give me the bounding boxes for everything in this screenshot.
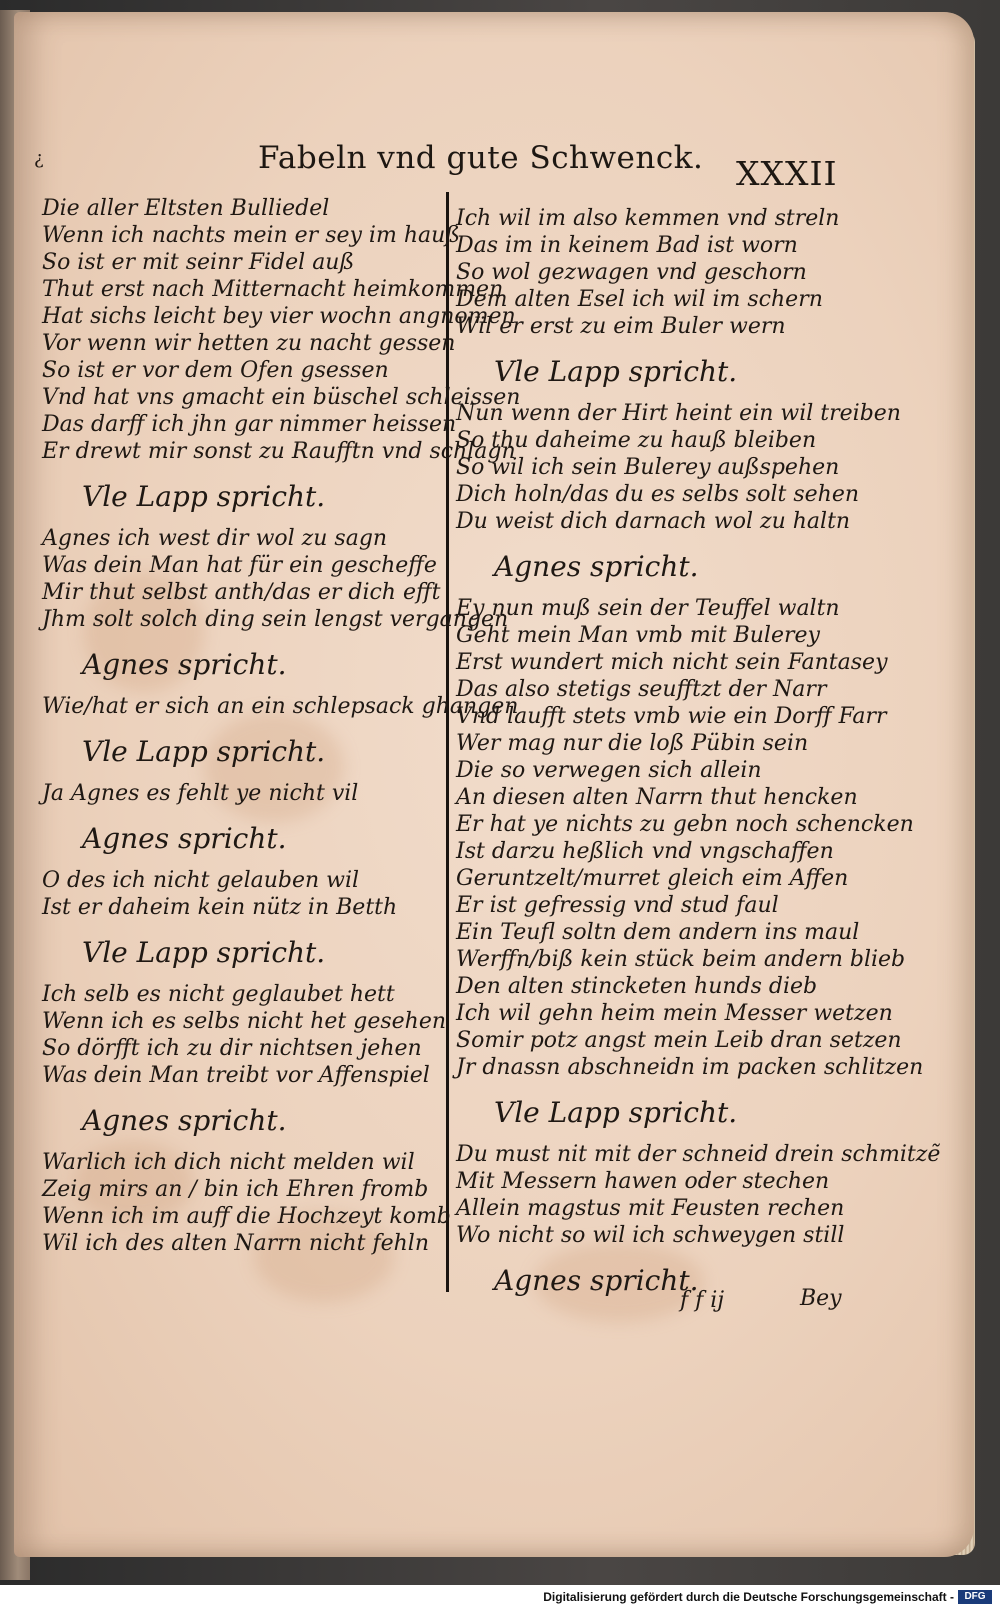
verse-line: Vnd hat vns gmacht ein büschel schleissen (42, 385, 521, 410)
verse-line: Ein Teufl soltn dem andern ins maul (456, 920, 860, 945)
catchword: Bey (800, 1286, 842, 1311)
verse-line: Somir potz angst mein Leib dran setzen (456, 1028, 902, 1053)
verse-line: Jr dnassn abschneidn im packen schlitzen (456, 1055, 924, 1080)
verse-line: Mir thut selbst anth/das er dich efft (42, 580, 441, 605)
verse-line: Erst wundert mich nicht sein Fantasey (456, 650, 888, 675)
verse-line: Ich wil gehn heim mein Messer wetzen (456, 1001, 893, 1026)
verse-line: Ey nun muß sein der Teuffel waltn (456, 596, 840, 621)
verse-line: Hat sichs leicht bey vier wochn angnomen (42, 304, 516, 329)
speaker-heading: Vle Lapp spricht. (494, 1096, 738, 1129)
verse-line: Du weist dich darnach wol zu haltn (456, 509, 851, 534)
verse-line: Vor wenn wir hetten zu nacht gessen (42, 331, 456, 356)
speaker-heading: Agnes spricht. (82, 822, 287, 855)
verse-line: Das im in keinem Bad ist worn (456, 233, 798, 258)
verse-line: Allein magstus mit Feusten rechen (456, 1196, 845, 1221)
verse-line: Du must nit mit der schneid drein schmitzẽ (456, 1142, 941, 1167)
verse-line: Wil er erst zu eim Buler wern (456, 314, 786, 339)
speaker-heading: Vle Lapp spricht. (82, 480, 326, 513)
verse-line: Wenn ich es selbs nicht het gesehen (42, 1009, 447, 1034)
verse-line: So dörfft ich zu dir nichtsen jehen (42, 1036, 422, 1061)
verse-line: Wenn ich nachts mein er sey im hauß (42, 223, 460, 248)
verse-line: Mit Messern hawen oder stechen (456, 1169, 830, 1194)
verse-line: Er drewt mir sonst zu Raufftn vnd schlagn (42, 439, 516, 464)
verse-line: Nun wenn der Hirt heint ein wil treiben (456, 401, 901, 426)
verse-line: So ist er mit seinr Fidel auß (42, 250, 355, 275)
verse-line: So ist er vor dem Ofen gsessen (42, 358, 389, 383)
verse-line: Ich selb es nicht geglaubet hett (42, 982, 395, 1007)
verse-line: An diesen alten Narrn thut hencken (456, 785, 858, 810)
speaker-heading: Agnes spricht. (82, 1104, 287, 1137)
verse-line: O des ich nicht gelauben wil (42, 868, 360, 893)
verse-line: Wo nicht so wil ich schweygen still (456, 1223, 845, 1248)
verse-line: Die so verwegen sich allein (456, 758, 762, 783)
verse-line: So wol gezwagen vnd geschorn (456, 260, 807, 285)
verse-line: Er hat ye nichts zu gebn noch schencken (456, 812, 914, 837)
verse-line: Dich holn/das du es selbs solt sehen (456, 482, 860, 507)
verse-line: Wer mag nur die loß Pübin sein (456, 731, 809, 756)
speaker-heading: Vle Lapp spricht. (82, 936, 326, 969)
verse-line: Das darff ich jhn gar nimmer heissen (42, 412, 457, 437)
verse-line: Wil ich des alten Narrn nicht fehln (42, 1231, 429, 1256)
verse-line: Wie/hat er sich an ein schlepsack ghangen (42, 694, 519, 719)
speaker-heading: Agnes spricht. (494, 1264, 699, 1297)
column-divider (446, 192, 449, 1292)
verse-line: Geruntzelt/murret gleich eim Affen (456, 866, 849, 891)
folio-number: XXXII (736, 154, 838, 193)
verse-line: Geht mein Man vmb mit Bulerey (456, 623, 820, 648)
verse-line: Er ist gefressig vnd stud faul (456, 893, 779, 918)
verse-line: Wenn ich im auff die Hochzeyt komb (42, 1204, 451, 1229)
digitization-footer (0, 1585, 1000, 1610)
margin-mark: ¿ (34, 148, 44, 169)
verse-line: Dem alten Esel ich wil im schern (456, 287, 823, 312)
signature-mark: f f ij (680, 1288, 725, 1313)
verse-line: So thu daheime zu hauß bleiben (456, 428, 817, 453)
verse-line: Ja Agnes es fehlt ye nicht vil (42, 781, 359, 806)
verse-line: Das also stetigs seufftzt der Narr (456, 677, 827, 702)
verse-line: Zeig mirs an / bin ich Ehren fromb (42, 1177, 429, 1202)
verse-line: Den alten stincketen hunds dieb (456, 974, 818, 999)
verse-line: Agnes ich west dir wol zu sagn (42, 526, 388, 551)
verse-line: Werffn/biß kein stück beim andern blieb (456, 947, 906, 972)
verse-line: Thut erst nach Mitternacht heimkommen (42, 277, 504, 302)
speaker-heading: Agnes spricht. (494, 550, 699, 583)
running-title: Fabeln vnd gute Schwenck. (258, 140, 704, 176)
funding-credit: Digitalisierung gefördert durch die Deutsche Forschungsgemeinschaft - (543, 1590, 954, 1604)
verse-line: Ich wil im also kemmen vnd streln (456, 206, 840, 231)
speaker-heading: Vle Lapp spricht. (494, 355, 738, 388)
verse-line: Jhm solt solch ding sein lengst vergangen (42, 607, 509, 632)
verse-line: Vnd laufft stets vmb wie ein Dorff Farr (456, 704, 887, 729)
dfg-logo: DFG (958, 1590, 992, 1604)
verse-line: Ist er daheim kein nütz in Betth (42, 895, 398, 920)
verse-line: Warlich ich dich nicht melden wil (42, 1150, 415, 1175)
speaker-heading: Agnes spricht. (82, 648, 287, 681)
verse-line: So wil ich sein Bulerey außspehen (456, 455, 840, 480)
verse-line: Ist darzu heßlich vnd vngschaffen (456, 839, 834, 864)
speaker-heading: Vle Lapp spricht. (82, 735, 326, 768)
verse-line: Die aller Eltsten Bulliedel (42, 196, 330, 221)
verse-line: Was dein Man treibt vor Affenspiel (42, 1063, 430, 1088)
verse-line: Was dein Man hat für ein gescheffe (42, 553, 437, 578)
